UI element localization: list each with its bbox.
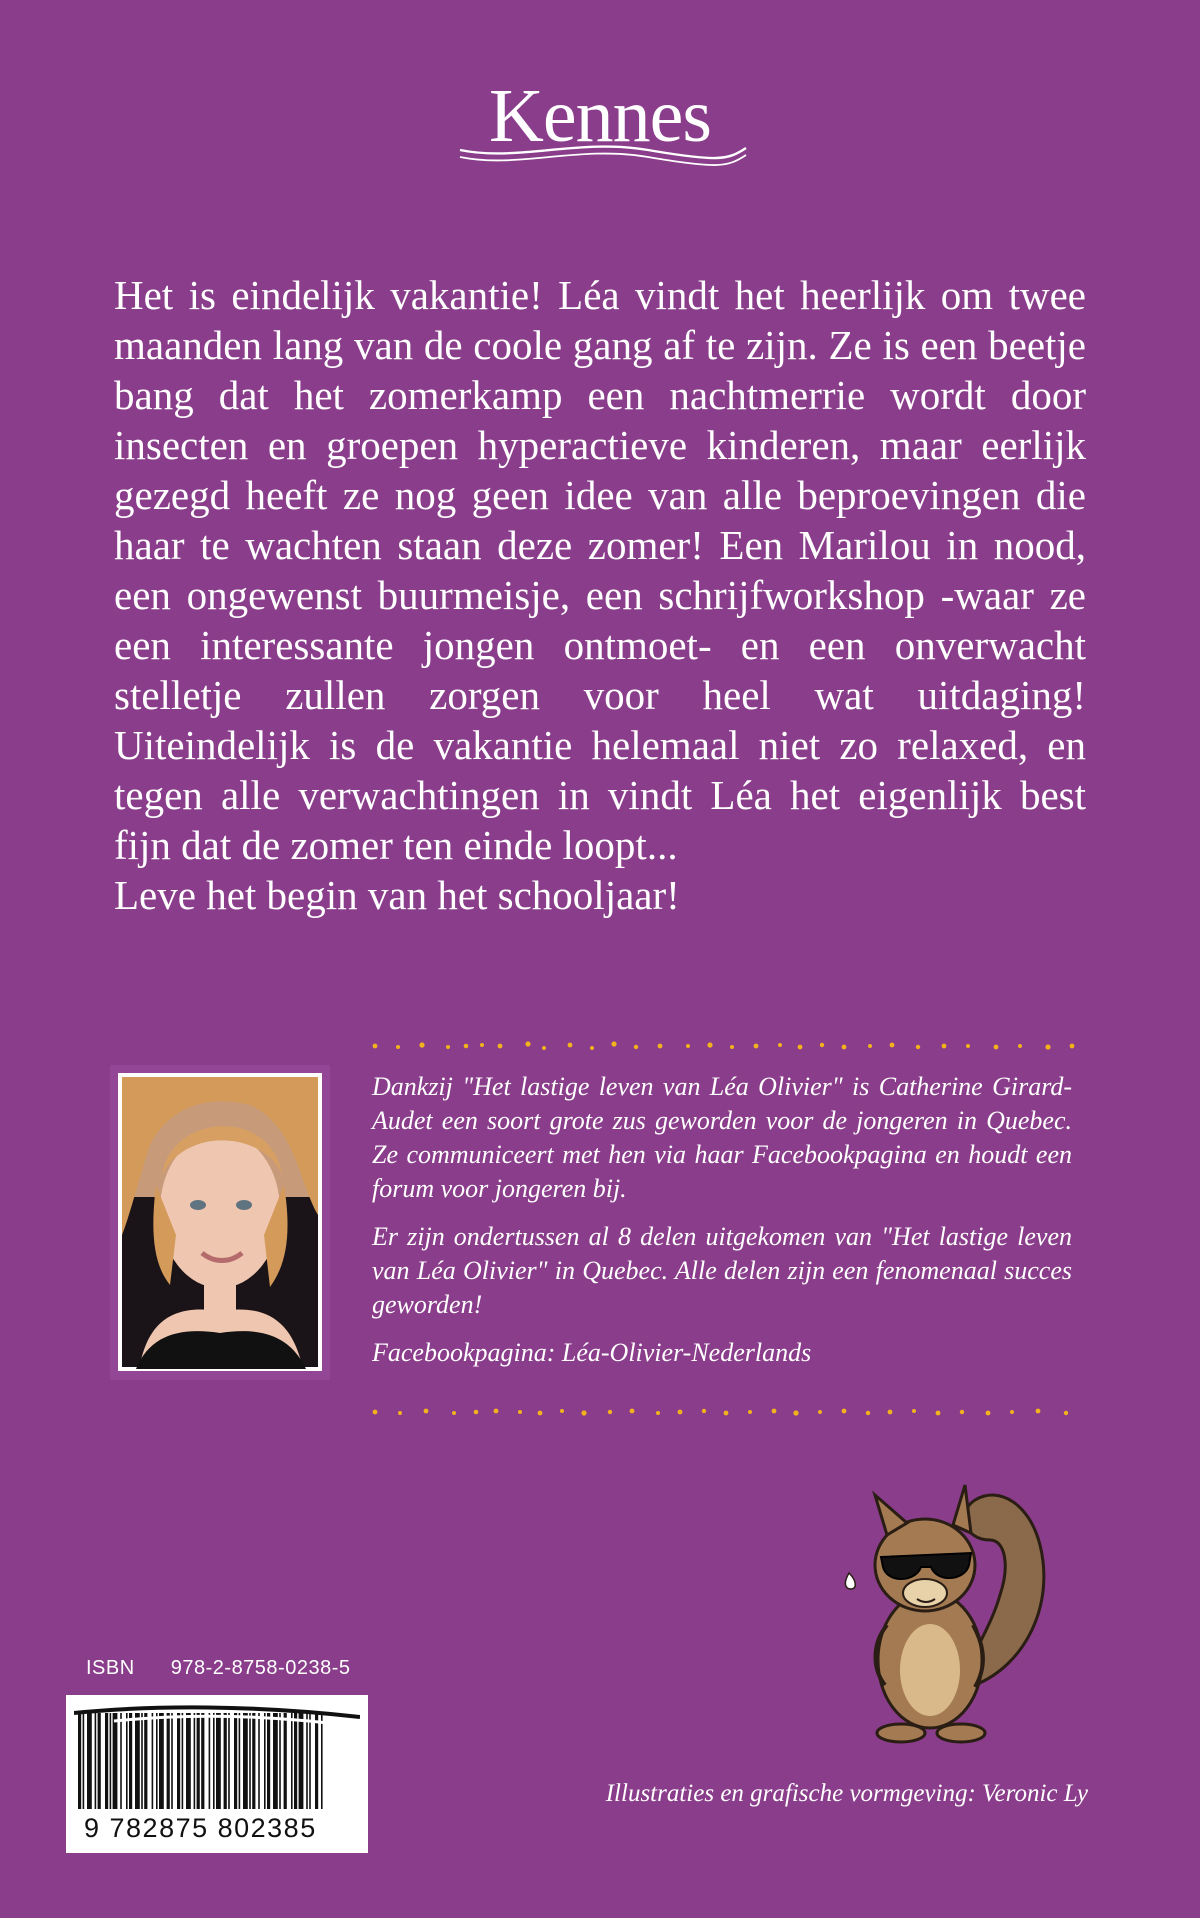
barcode <box>66 1695 368 1853</box>
publisher-logo <box>440 74 760 188</box>
blurb-paragraph: Het is eindelijk vakantie! Léa vindt het heerlijk om twee maanden lang van de coole gang af te zijn. Ze is een beetje bang dat het zomerkamp een nachtmerrie wordt door insecten en groepen hyperactieve kinderen, maar eerlijk gezegd heeft ze nog geen idee van alle beproevingen die haar te wachten staan deze zomer! Een Marilou in nood, een ongewenst buurmeisje, een schrijfworkshop -waar ze een interessante jongen ontmoet- en een onverwacht stelletje zullen zorgen voor heel wat uitdaging! Uiteindelijk is de vakantie helemaal niet zo relaxed, en tegen alle verwachtingen in vindt Léa het eigenlijk best fijn dat de zomer ten einde loopt... <box>114 272 1086 868</box>
isbn-number: 978-2-8758-0238-5 <box>170 1657 351 1679</box>
publisher-logo-text: Kennes <box>489 74 711 158</box>
barcode-digits: 9 782875 802385 <box>84 1813 317 1843</box>
dotted-divider-bottom <box>370 1402 1090 1422</box>
author-bio-paragraph-1: Dankzij "Het lastige leven van Léa Olivier" is Catherine Girard-Audet een soort grote zus geworden voor de jongeren in Quebec. Ze communiceert met hen via haar Facebookpagina en houdt een forum voor jongeren bij. <box>372 1072 1072 1203</box>
author-bio-paragraph-2: Er zijn ondertussen al 8 delen uitgekomen van "Het lastige leven van Léa Olivier" in Quebec. Alle delen zijn een fenomenaal succes geworden! <box>372 1222 1072 1319</box>
dotted-divider-top <box>370 1036 1090 1056</box>
isbn-line <box>86 1657 351 1680</box>
author-photo <box>110 1065 330 1380</box>
author-bio <box>372 1070 1072 1384</box>
squirrel-icon <box>825 1455 1065 1755</box>
blurb-closing-line: Leve het begin van het schooljaar! <box>114 872 680 918</box>
illustration-credits: Illustraties en grafische vormgeving: Veronic Ly <box>605 1780 1088 1807</box>
isbn-label: ISBN <box>86 1657 135 1679</box>
squirrel-illustration <box>825 1455 1065 1755</box>
wave-icon <box>458 140 748 170</box>
facebook-page: Facebookpagina: Léa-Olivier-Nederlands <box>372 1338 812 1367</box>
barcode-icon <box>74 1703 360 1815</box>
book-blurb <box>114 270 1086 920</box>
